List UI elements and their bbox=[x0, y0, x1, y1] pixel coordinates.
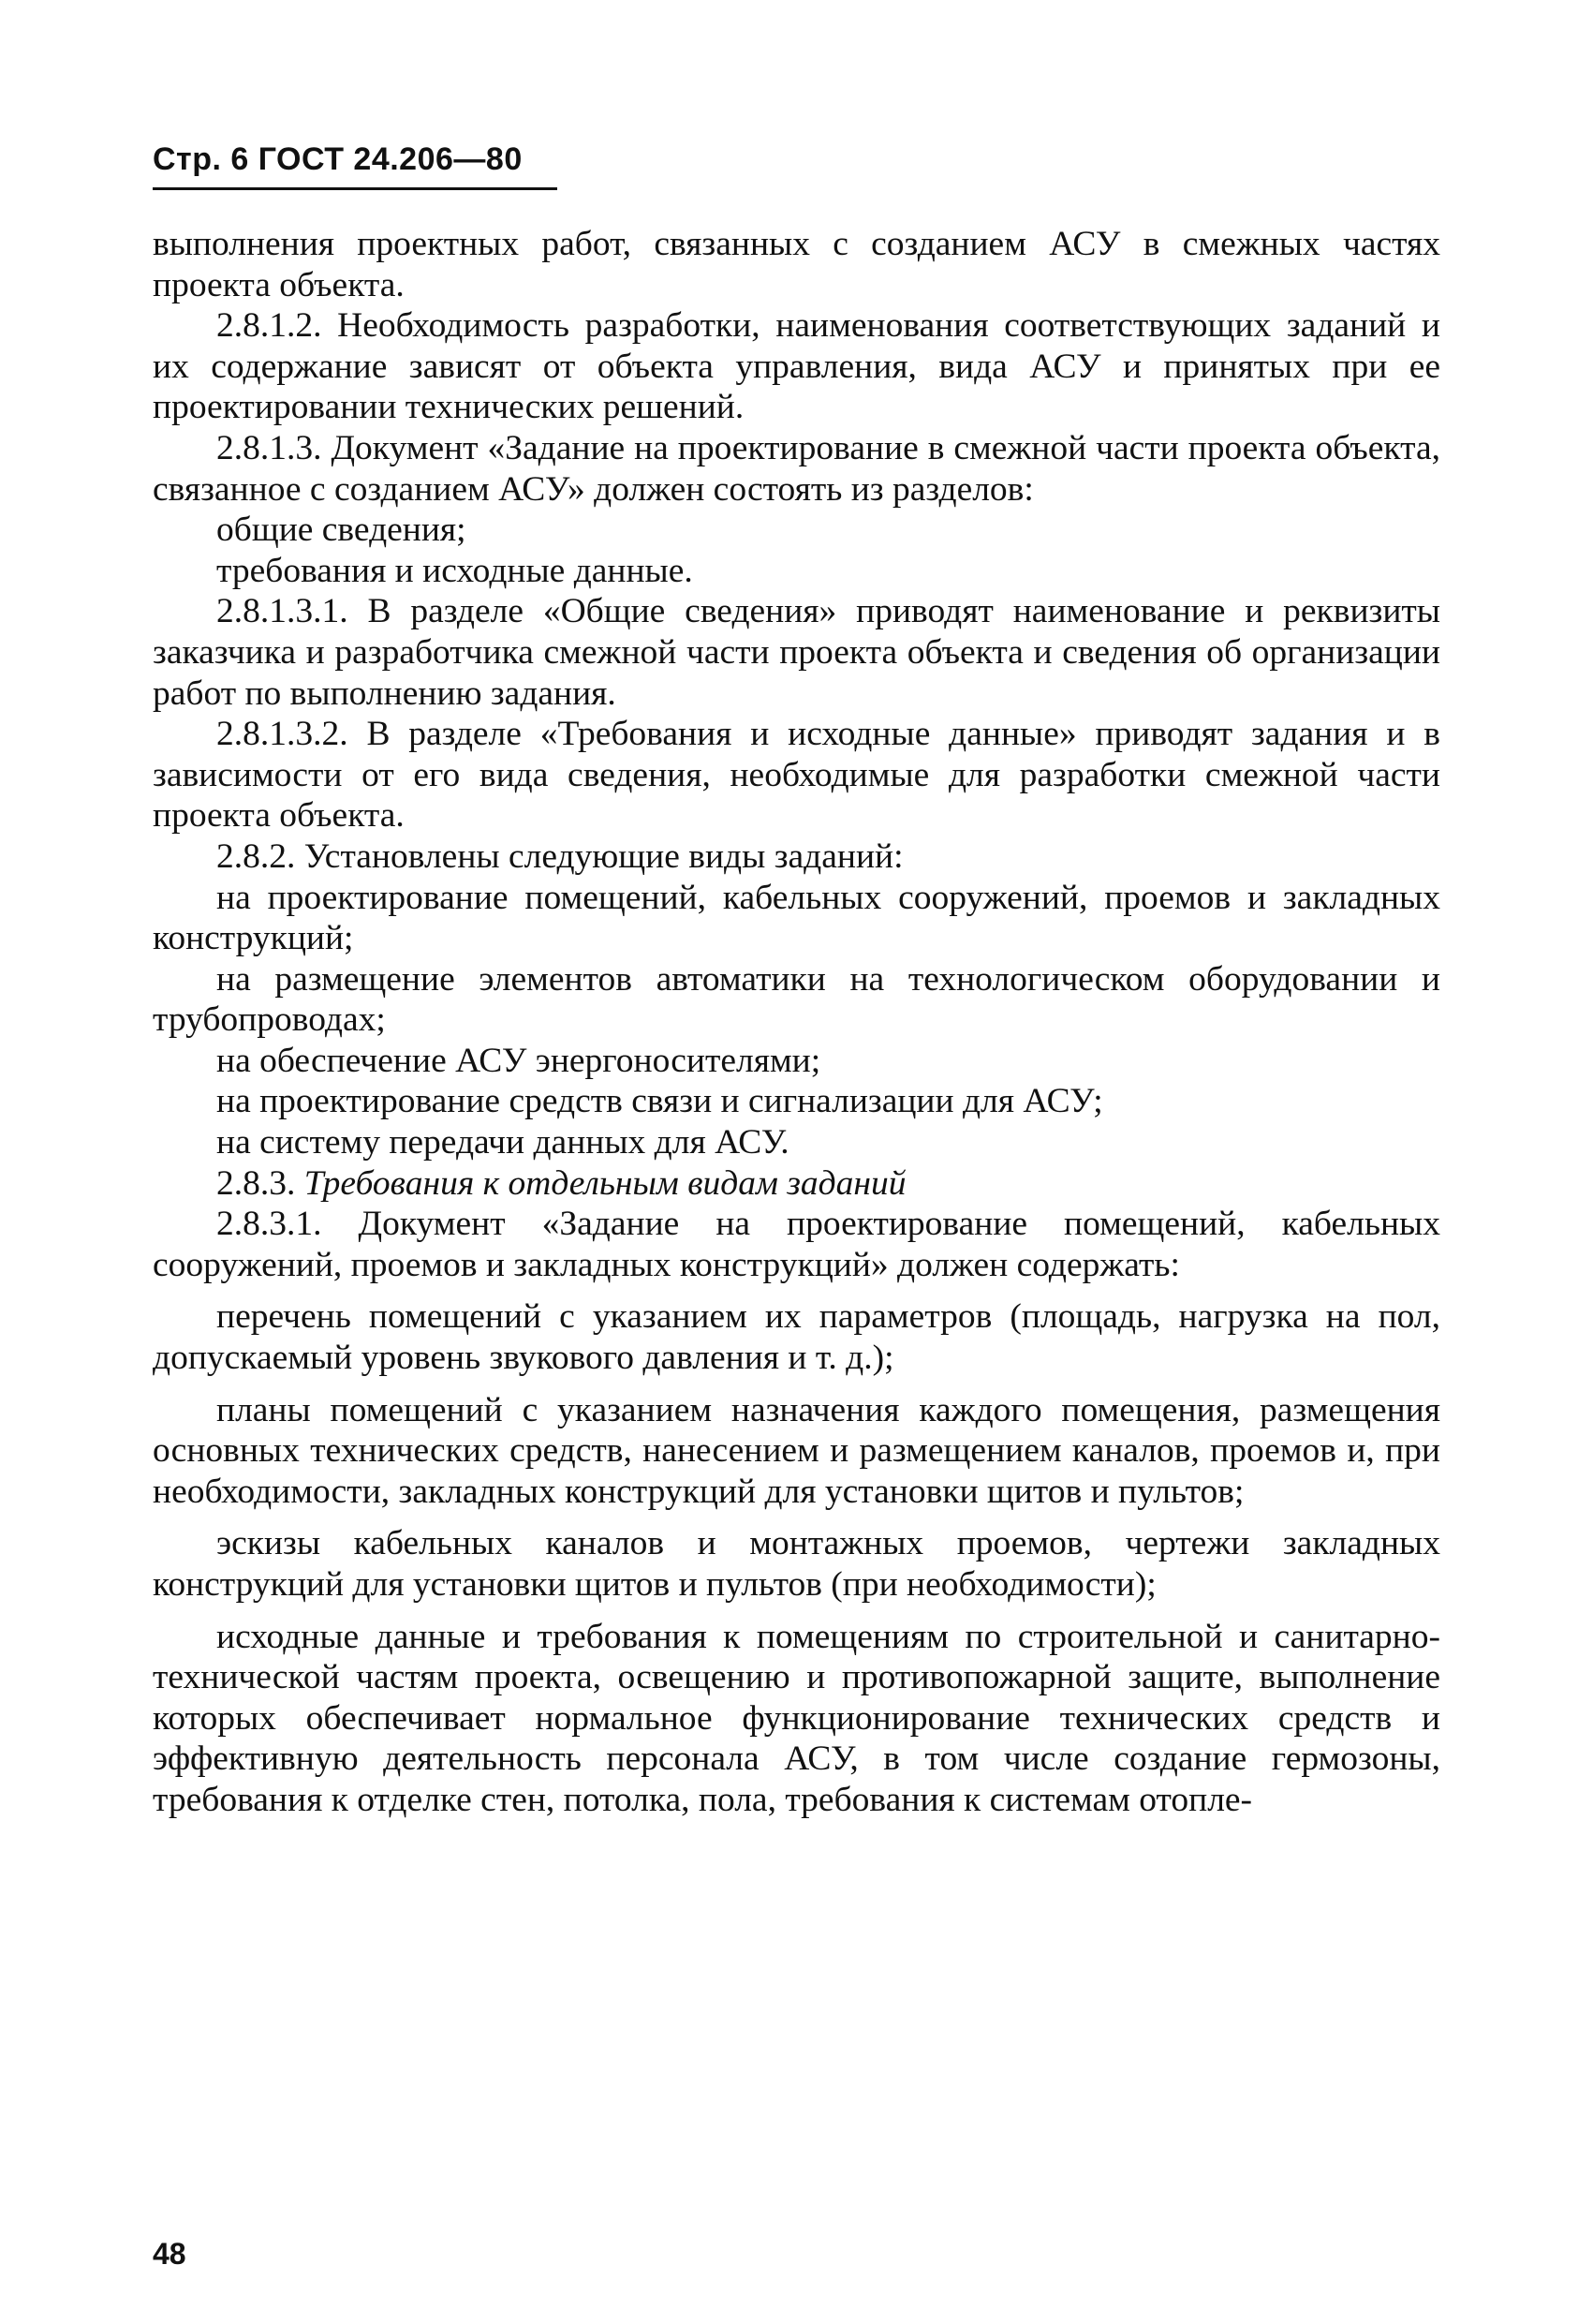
document-body bbox=[153, 224, 1440, 1821]
section-title: Требования к отдельным видам заданий bbox=[303, 1163, 907, 1203]
document-page bbox=[153, 141, 1440, 1821]
list-item: планы помещений с указанием назначения каждого помещения, размещения основных технических средств, нанесением и размещением каналов, проемов и, при необходимости, закладных конструкций для установки щитов и пультов; bbox=[153, 1390, 1440, 1511]
paragraph: 2.8.3.1. Документ «Задание на проектирование помещений, кабельных сооружений, проемов и закладных конструкций» должен содержать: bbox=[153, 1205, 1440, 1284]
paragraph: 2.8.1.3. Документ «Задание на проектирование в смежной части проекта объекта, связанное с созданием АСУ» должен состоять из разделов: bbox=[153, 428, 1440, 509]
list-item: на обеспечение АСУ энергоносителями; bbox=[216, 1041, 821, 1080]
list-item: на размещение элементов автоматики на технологическом оборудовании и трубопроводах; bbox=[153, 959, 1440, 1040]
page-header: Стр. 6 ГОСТ 24.206—80 bbox=[153, 141, 557, 190]
paragraph: 2.8.1.3.1. В разделе «Общие сведения» приводят наименование и реквизиты заказчика и разработчика смежной части проекта объекта и сведения об организации работ по выполнению задания. bbox=[153, 592, 1440, 713]
section-number: 2.8.3. bbox=[216, 1163, 296, 1203]
list-item: на проектирование помещений, кабельных сооружений, проемов и закладных конструкций; bbox=[153, 878, 1440, 958]
list-item: на проектирование средств связи и сигнализации для АСУ; bbox=[216, 1082, 1103, 1121]
list-item: перечень помещений с указанием их параметров (площадь, нагрузка на пол, допускаемый уровень звукового давления и т. д.); bbox=[153, 1297, 1440, 1378]
paragraph: 2.8.1.3.2. В разделе «Требования и исходные данные» приводят задания и в зависимости от его вида сведения, необходимые для разработки смежной части проекта объекта. bbox=[153, 715, 1440, 836]
paragraph: 2.8.1.2. Необходимость разработки, наименования соответствующих заданий и их содержание зависят от объекта управления, вида АСУ и принятых при ее проектировании технических решений. bbox=[153, 306, 1440, 427]
list-item: исходные данные и требования к помещениям по строительной и санитарно-технической частям проекта, освещению и противопожарной защите, выполнение которых обеспечивает нормальное функционирование технических средств и эффективную деятельность персонала АСУ, в том числе создание гермозоны, требования к отделке стен, потолка, пола, требования к системам отопле- bbox=[153, 1617, 1440, 1819]
paragraph: 2.8.2. Установлены следующие виды заданий: bbox=[216, 836, 904, 876]
list-item: общие сведения; bbox=[216, 511, 466, 550]
section-heading bbox=[153, 1163, 1440, 1205]
paragraph: выполнения проектных работ, связанных с созданием АСУ в смежных частях проекта объекта. bbox=[153, 225, 1440, 304]
list-item: эскизы кабельных каналов и монтажных проемов, чертежи закладных конструкций для установки щитов и пультов (при необходимости); bbox=[153, 1524, 1440, 1604]
page-number: 48 bbox=[153, 2237, 186, 2271]
list-item: требования и исходные данные. bbox=[216, 551, 693, 590]
list-item: на систему передачи данных для АСУ. bbox=[216, 1123, 789, 1162]
